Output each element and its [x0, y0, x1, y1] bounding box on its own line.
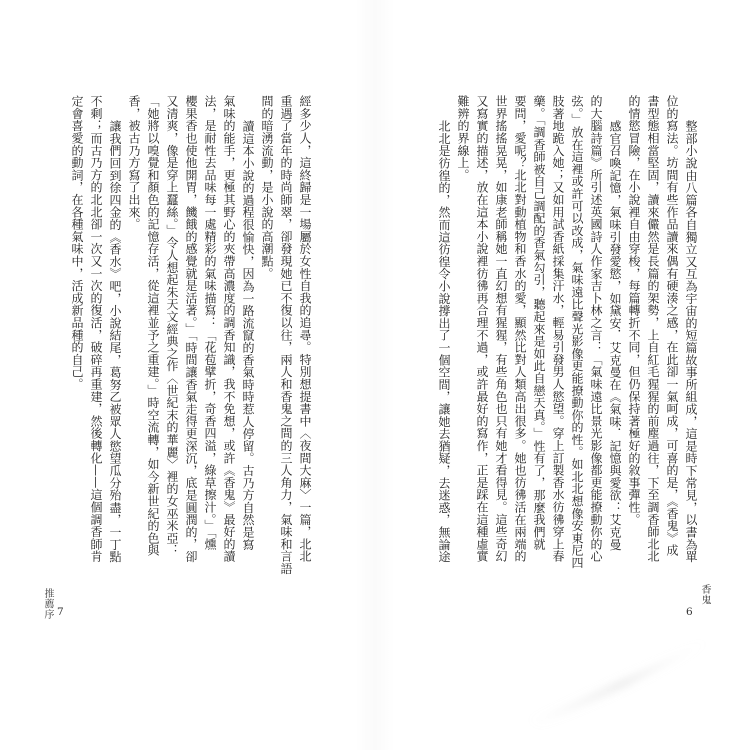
text-column: 的大腦詩篇》所引述英國詩人作家吉卜林之言：「氣味遠比景光影像都更能撩動你的心 — [589, 95, 603, 563]
text-column: 讀這本小說的過程很愉快，因為一路流竄的香氣時時惹人停留。古乃方自然是寫 — [241, 119, 255, 551]
text-column: 北北是彷徨的，然而這彷徨令小說撐出了一個空間，讓她去猶疑，去迷惑，無論途 — [437, 119, 451, 563]
text-column: 書型態相當堅固，讀來儼然是長篇的架勢，上自紅毛猩猩的前塵過往，下至調香師北北 — [646, 95, 660, 563]
text-column: 整部小說由八篇各自獨立又互為宇宙的短篇故事所組成，這是時下常見，以書為單 — [684, 119, 698, 563]
text-column: 經多少人，這終歸是一場屬於女性自我的追尋。特別想提書中〈夜間大麻〉一篇，北北 — [298, 95, 312, 563]
text-column: 難辨的界線上。 — [456, 95, 470, 182]
text-column: 感官召喚記憶，氣味引發愛慾，如黛安．艾克曼在《氣味．記憶與愛欲：艾克曼 — [608, 119, 622, 551]
text-column: 讓我們回到徐四金的《香水》吧，小說結尾，葛努乙被眾人慾望瓜分殆盡，一丁點 — [108, 119, 122, 563]
text-column: 香，被古乃方寫了出來。 — [127, 95, 141, 231]
text-column: 肢著地跪入她；又如用試香紙採集汗水，輕易引發男人慾望。穿上訂製香水彷彿穿上春 — [551, 95, 565, 563]
text-column: 世界搖搖晃晃，如康老師稱她一直幻想有猩猩，有些角色也只有她才看得見。這些奇幻 — [494, 95, 508, 563]
text-column: 法，是耐性去品味每一處精彩的氣味描寫：「花苞擘折，奇香四溢，綠草擦汁。」「燻 — [203, 95, 217, 551]
text-column: 又寫實的描述，放在這本小說裡彷彿再合理不過，或許最好的寫作，正是踩在這種虛實 — [475, 95, 489, 563]
running-head: 推薦序 — [42, 588, 53, 620]
running-head: 香鬼 — [699, 584, 710, 605]
text-column: 藥。「調香師被自己調配的香氣勾引，聽起來是如此自戀天真。」性有了，那麼我們就 — [532, 95, 546, 551]
text-column: 定會喜愛的動詞，在各種氣味中，活成新品種的自己。 — [70, 95, 84, 391]
page-glare — [520, 620, 720, 730]
text-column: 位的寫法。坊間有些作品讀來偶有硬湊之感，在此卻一氣呵成，可喜的是，《香鬼》成 — [665, 95, 679, 557]
text-column: 櫻果香也使他開胃，饑餓的感覺就是活著。」「時間讓香氣走得更深沉，底是圓潤的，卻 — [184, 95, 198, 563]
page-number: 7 — [57, 606, 64, 618]
text-column: 的情慾冒險，在小說裡自由穿梭，每篇轉折不同，但仍保持著極好的敘事彈性。 — [627, 95, 641, 526]
text-column: 氣味的能手，更極其野心的夾帶高濃度的調香知識，我不免想，或許《香鬼》最好的讀 — [222, 95, 236, 563]
page-gutter — [355, 0, 395, 750]
text-column: 「她將以嗅覺和顏色的記憶存活，從這裡並予之重建。」時空流轉，如今新世紀的色與 — [146, 95, 160, 557]
right-page — [434, 95, 700, 569]
text-column: 要問，愛呢？北北對動植物和香水的愛，顯然比對人類高出很多。她也彷彿活在兩端的 — [513, 95, 527, 563]
text-column: 又清爽，像是穿上蠶絲。」令人想起朱天文經典之作〈世紀末的華麗〉裡的女巫米亞： — [165, 95, 179, 557]
left-page — [67, 95, 314, 575]
text-column: 間的暗湧流動，是小說的高潮點。 — [260, 95, 274, 280]
text-column: 弦。」放在這裡或許可以改成，氣味遠比聲光影像更能撩動你的性。如北北想像安東尼四 — [570, 95, 584, 569]
text-column: 重遇了當年的時尚師翠，卻發現她已不復以往，兩人和香鬼之間的三人角力，氣味和言語 — [279, 95, 293, 575]
page-number: 6 — [686, 606, 693, 618]
text-column: 不剩；而古乃方的北北卻一次又一次的復活，破碎再重建，然後轉化——這個調香師肯 — [89, 95, 103, 563]
